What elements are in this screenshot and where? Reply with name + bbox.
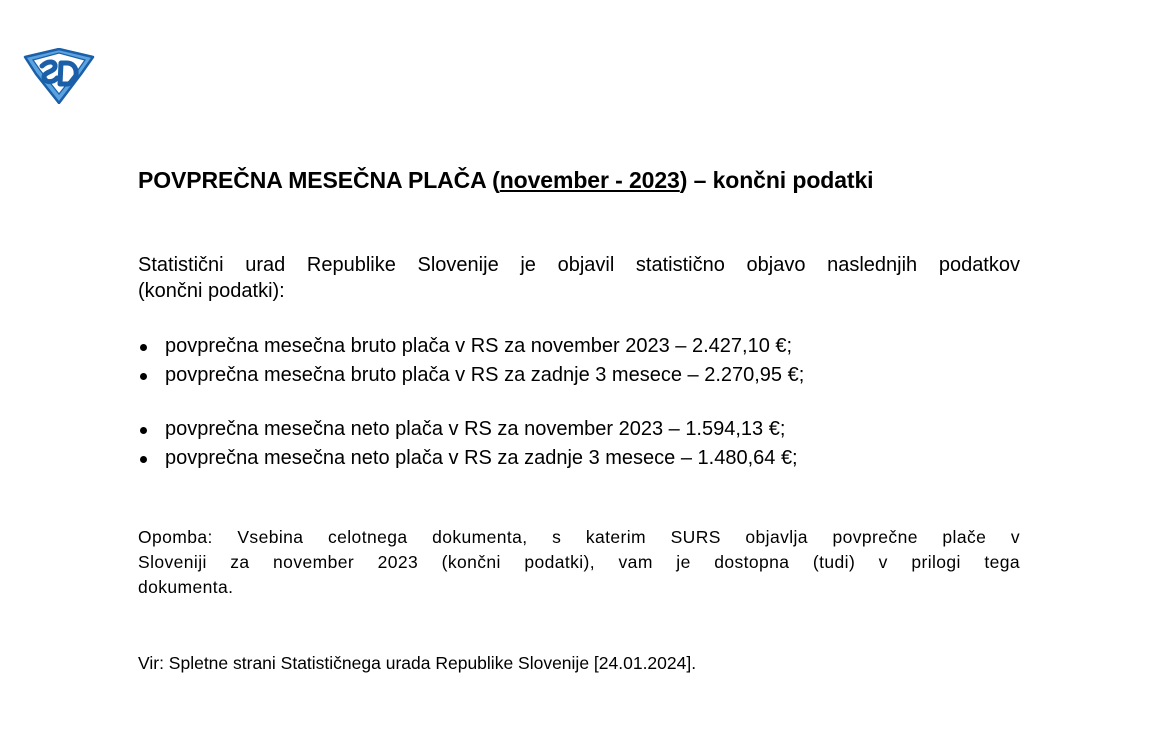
list-item-neto-november: povprečna mesečna neto plača v RS za november 2023 – 1.594,13 €; [138, 415, 1018, 444]
bruto-list [138, 332, 1018, 390]
list-item-neto-3-months: povprečna mesečna neto plača v RS za zadnje 3 mesece – 1.480,64 €; [138, 444, 1018, 473]
list-item-bruto-3-months: povprečna mesečna bruto plača v RS za zadnje 3 mesece – 2.270,95 €; [138, 361, 1018, 390]
note-line-1: Opomba: Vsebina celotnega dokumenta, s katerim SURS objavlja povprečne plače v [138, 527, 1020, 547]
intro-line-1: Statistični urad Republike Slovenije je objavil statistično objavo naslednjih podatkov [138, 254, 1020, 276]
intro-paragraph [138, 252, 1020, 304]
source-citation: Vir: Spletne strani Statističnega urada Republike Slovenije [24.01.2024]. [138, 653, 697, 673]
document-title [138, 167, 1028, 194]
title-suffix: ) – končni podatki [679, 167, 874, 193]
note-paragraph [138, 525, 1020, 600]
neto-list [138, 415, 1018, 473]
title-period: november - 2023 [499, 167, 680, 193]
title-prefix: POVPREČNA MESEČNA PLAČA ( [138, 167, 500, 193]
sd-logo-icon [22, 48, 96, 104]
list-item-bruto-november: povprečna mesečna bruto plača v RS za november 2023 – 2.427,10 €; [138, 332, 1018, 361]
note-line-3: dokumenta. [138, 577, 234, 597]
note-line-2: Sloveniji za november 2023 (končni podatki), vam je dostopna (tudi) v prilogi tega [138, 552, 1020, 572]
intro-line-2: (končni podatki): [138, 280, 285, 302]
